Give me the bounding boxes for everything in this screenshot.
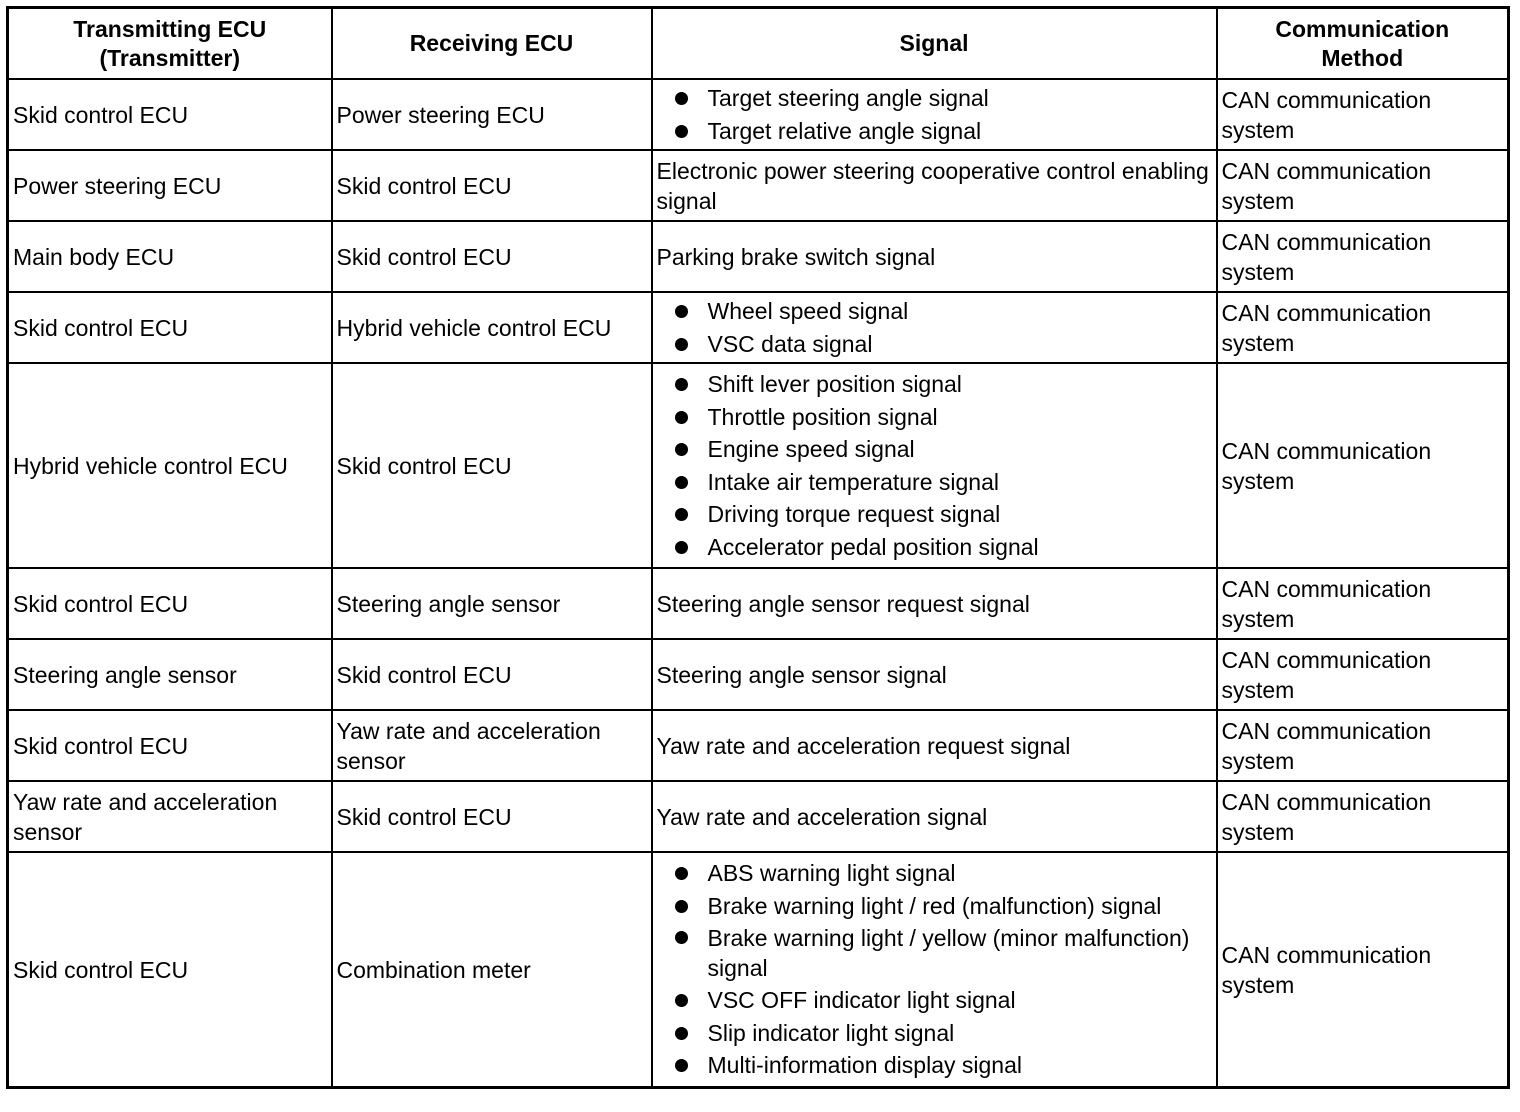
transmitter-cell: Skid control ECU bbox=[8, 79, 332, 150]
method-cell: CAN communication system bbox=[1217, 79, 1509, 150]
method-cell: CAN communication system bbox=[1217, 781, 1509, 852]
method-cell: CAN communication system bbox=[1217, 363, 1509, 568]
bullet-icon bbox=[675, 1059, 688, 1072]
signal-list bbox=[657, 82, 1212, 147]
signal-cell: Steering angle sensor signal bbox=[652, 639, 1217, 710]
signal-item: Multi-information display signal bbox=[657, 1049, 1212, 1082]
bullet-icon bbox=[675, 125, 688, 138]
signal-cell bbox=[652, 292, 1217, 363]
transmitter-cell: Hybrid vehicle control ECU bbox=[8, 363, 332, 568]
signal-item: Driving torque request signal bbox=[657, 498, 1212, 531]
signal-cell: Yaw rate and acceleration request signal bbox=[652, 710, 1217, 781]
receiver-cell: Power steering ECU bbox=[332, 79, 652, 150]
table-row bbox=[8, 79, 1509, 150]
method-cell: CAN communication system bbox=[1217, 710, 1509, 781]
signal-item: Throttle position signal bbox=[657, 401, 1212, 434]
header-transmitter-line2: (Transmitter) bbox=[99, 44, 241, 71]
header-signal: Signal bbox=[652, 8, 1217, 80]
bullet-icon bbox=[675, 411, 688, 424]
signal-cell: Yaw rate and acceleration signal bbox=[652, 781, 1217, 852]
transmitter-cell: Skid control ECU bbox=[8, 710, 332, 781]
transmitter-cell: Skid control ECU bbox=[8, 292, 332, 363]
table-row bbox=[8, 568, 1509, 639]
table-row bbox=[8, 781, 1509, 852]
signal-item: Shift lever position signal bbox=[657, 368, 1212, 401]
transmitter-cell: Skid control ECU bbox=[8, 852, 332, 1088]
receiver-cell: Skid control ECU bbox=[332, 221, 652, 292]
header-receiver: Receiving ECU bbox=[332, 8, 652, 80]
signal-item: ABS warning light signal bbox=[657, 857, 1212, 890]
signal-list bbox=[657, 295, 1212, 360]
receiver-cell: Skid control ECU bbox=[332, 781, 652, 852]
table-row bbox=[8, 363, 1509, 568]
signal-cell bbox=[652, 79, 1217, 150]
header-transmitter-line1: Transmitting ECU bbox=[73, 15, 267, 42]
header-method bbox=[1217, 8, 1509, 80]
signal-cell: Steering angle sensor request signal bbox=[652, 568, 1217, 639]
signal-item: Target relative angle signal bbox=[657, 115, 1212, 148]
transmitter-cell: Yaw rate and acceleration sensor bbox=[8, 781, 332, 852]
bullet-icon bbox=[675, 338, 688, 351]
bullet-icon bbox=[675, 443, 688, 456]
method-cell: CAN communication system bbox=[1217, 852, 1509, 1088]
table-row bbox=[8, 710, 1509, 781]
signal-item: Brake warning light / yellow (minor malfunction) signal bbox=[657, 922, 1212, 984]
bullet-icon bbox=[675, 92, 688, 105]
bullet-icon bbox=[675, 476, 688, 489]
signal-cell bbox=[652, 852, 1217, 1088]
signal-item: Wheel speed signal bbox=[657, 295, 1212, 328]
bullet-icon bbox=[675, 541, 688, 554]
bullet-icon bbox=[675, 305, 688, 318]
transmitter-cell: Main body ECU bbox=[8, 221, 332, 292]
signal-cell bbox=[652, 363, 1217, 568]
signal-item: Engine speed signal bbox=[657, 433, 1212, 466]
bullet-icon bbox=[675, 1027, 688, 1040]
bullet-icon bbox=[675, 900, 688, 913]
signal-list bbox=[657, 368, 1212, 563]
transmitter-cell: Skid control ECU bbox=[8, 568, 332, 639]
bullet-icon bbox=[675, 378, 688, 391]
header-method-line2: Method bbox=[1321, 44, 1404, 71]
receiver-cell: Hybrid vehicle control ECU bbox=[332, 292, 652, 363]
signal-item: Brake warning light / red (malfunction) signal bbox=[657, 890, 1212, 923]
bullet-icon bbox=[675, 931, 688, 944]
signal-cell: Electronic power steering cooperative control enabling signal bbox=[652, 150, 1217, 221]
signal-item: Accelerator pedal position signal bbox=[657, 531, 1212, 564]
method-cell: CAN communication system bbox=[1217, 639, 1509, 710]
method-cell: CAN communication system bbox=[1217, 221, 1509, 292]
signal-list bbox=[657, 857, 1212, 1082]
signal-item: VSC data signal bbox=[657, 328, 1212, 361]
transmitter-cell: Steering angle sensor bbox=[8, 639, 332, 710]
receiver-cell: Yaw rate and acceleration sensor bbox=[332, 710, 652, 781]
signal-item: Slip indicator light signal bbox=[657, 1017, 1212, 1050]
header-row bbox=[8, 8, 1509, 80]
table-row bbox=[8, 150, 1509, 221]
signal-item: Target steering angle signal bbox=[657, 82, 1212, 115]
signal-item: VSC OFF indicator light signal bbox=[657, 984, 1212, 1017]
signal-cell: Parking brake switch signal bbox=[652, 221, 1217, 292]
transmitter-cell: Power steering ECU bbox=[8, 150, 332, 221]
header-method-line1: Communication bbox=[1275, 15, 1450, 42]
bullet-icon bbox=[675, 994, 688, 1007]
receiver-cell: Combination meter bbox=[332, 852, 652, 1088]
bullet-icon bbox=[675, 867, 688, 880]
method-cell: CAN communication system bbox=[1217, 150, 1509, 221]
receiver-cell: Skid control ECU bbox=[332, 639, 652, 710]
receiver-cell: Steering angle sensor bbox=[332, 568, 652, 639]
bullet-icon bbox=[675, 508, 688, 521]
table-row bbox=[8, 221, 1509, 292]
receiver-cell: Skid control ECU bbox=[332, 150, 652, 221]
receiver-cell: Skid control ECU bbox=[332, 363, 652, 568]
table-row bbox=[8, 852, 1509, 1088]
table-row bbox=[8, 292, 1509, 363]
signal-item: Intake air temperature signal bbox=[657, 466, 1212, 499]
method-cell: CAN communication system bbox=[1217, 568, 1509, 639]
header-transmitter bbox=[8, 8, 332, 80]
ecu-communication-table bbox=[6, 6, 1510, 1089]
method-cell: CAN communication system bbox=[1217, 292, 1509, 363]
table-row bbox=[8, 639, 1509, 710]
